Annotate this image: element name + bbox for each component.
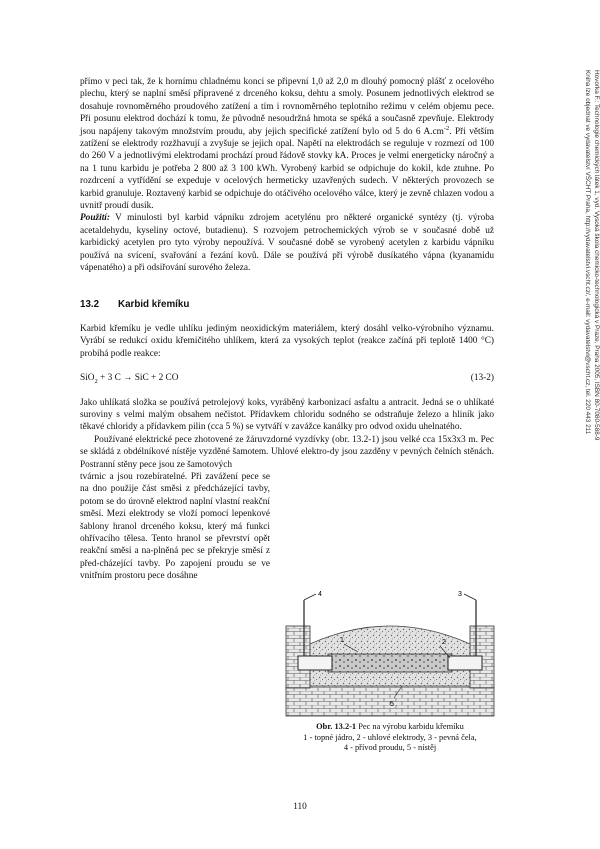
right-electrode (448, 656, 482, 670)
caption-text: Pec na výrobu karbidu křemíku (356, 722, 464, 731)
diagram-label-4: 4 (318, 591, 322, 598)
diagram-label-3: 3 (458, 591, 462, 598)
subscript: 2 (94, 377, 98, 385)
paragraph-furnace-charging: tvárnic a jsou rozebíratelné. Při zavážení pece se na dno použije část směsi z předcházející tavby, potom se do úrovně elektrod naplní vlastní reakční směsí. Mezi elektrody se vloží pomocí lepenkové šablony hranol drceného koksu, který má funkci ohřívacího tělesa. Tento hranol se převrství opět reakční směsí a na-plněná pec se překryje směsí z před-cházející tavby. Po zapojení proudu se ve vnitřním prostoru pece dosáhne (80, 471, 270, 582)
paragraph-text: . Při větším zatížení se elektrody rozžhavují a zvyšuje se jejich opal. Napětí na elektrodách se reguluje v rozmezí od 100 do 260 V a jednotlivými elektrodami prochází proud řádově stovky kA. Proces je velmi energeticky náročný a na 1 tunu karbidu je potřeba 2 800 až 3 100 kWh. Vyrobený karbid se odpichuje do kokil, kde ztuhne. Po rozdrcení a vytřídění se expeduje v ocelových hermeticky uzavřených sudech. V některých provozech se karbid granuluje. Roztavený karbid se odpichuje do otáčivého ocelového válce, který je zevně chlazen vodou a uvnitř proudí dusík. (80, 126, 494, 212)
superscript: -2 (443, 124, 450, 132)
equation-part: + 3 C → SiC + 2 CO (97, 373, 179, 384)
furnace-diagram (282, 586, 498, 718)
body-text (80, 76, 494, 583)
caption-line-1 (282, 722, 498, 733)
left-electrode (298, 656, 332, 670)
figure-caption (282, 722, 498, 754)
section-number: 13.2 (80, 298, 100, 310)
paragraph-furnace-description: Používané elektrické pece zhotovené ze žáruvzdorné vyzdívky (obr. 13.2-1) jsou velké cca 15x3x3 m. Pec se skládá z obdélníkové nístěje vyzděné šamotem. Uhlové elektro-dy jsou zazděny v pevných čelních stěnách. Postranní stěny pece jsou ze šamotových (80, 434, 494, 470)
paragraph-silicon-carbide-intro: Karbid křemíku je vedle uhlíku jediným neoxidickým materiálem, který dosáhl velko-výrobního významu. Vyrábí se redukcí oxidu křemičitého uhlíkem, která za vysokých teplot (reakce začíná při teplotě 1400 °C) probíhá podle reakce: (80, 323, 494, 359)
section-title: Karbid křemíku (118, 298, 190, 310)
usage-lead-label: Použití: (80, 213, 110, 224)
paragraph-furnace-electrodes (80, 76, 494, 212)
caption-line-2: 1 - topné jádro, 2 - uhlové elektrody, 3 - pevná čela, (303, 732, 477, 742)
section-heading (80, 299, 494, 311)
paragraph-text: přímo v peci tak, že k hornímu chladnému konci se připevní 1,0 až 2,0 m dlouhý pomocný plášť z ocelového plechu, který se naplní směsí připravené z drceného koksu, dehtu a smoly. Posunem jednotlivých elektrod se dosahuje rovnoměrného proudového zatížení a tím i rovnoměrného teplotního režimu v celém objemu pece. Při posunu elektrod dochází k tomu, že původně nesoudržná hmota se spéká a současně zpevňuje. Elektrody jsou napájeny takovým množstvím proudu, aby jejich specifické zatížení bylo od 5 do 6 A.cm (80, 77, 494, 137)
equation-formula (80, 372, 178, 384)
page-number: 110 (293, 802, 307, 812)
heating-core (328, 654, 452, 672)
equation-part: SiO (80, 373, 95, 384)
diagram-label-2: 2 (442, 639, 446, 646)
chemical-equation (80, 372, 494, 384)
figure-furnace (282, 586, 498, 754)
side-note-line-1: Hovorka F.: Technologie chemických látek 1, vyd. Vysoká škola chemicko-technologická v Praze, Praha 2005, ISBN 80-7080-588-9 (593, 70, 600, 441)
caption-title: Obr. 13.2-1 (316, 722, 357, 731)
diagram-label-1: 1 (340, 637, 344, 644)
caption-line-3: 4 - přívod proudu, 5 - nístěj (343, 743, 437, 753)
diagram-label-5: 5 (390, 701, 394, 708)
side-note-line-2: Kniha lze objednat ve vydavatelství VŠCHT Praha, http://vydavatelstvi.vscht.cz/, e-mail: vydavatelstvi@vscht.cz, tel. 220 443 211 (584, 70, 592, 435)
paragraph-usage (80, 212, 494, 274)
paragraph-text: V minulosti byl karbid vápníku zdrojem acetylénu pro některé organické syntézy (tj. výroba acetaldehydu, kyseliny octové, butadienu). S rozvojem petrochemických výrob se v současné době už karbidický acetylen pro tyto výroby nepoužívá. V současné době se vyrobený acetylen z karbidu vápníku používá na svícení, svařování a řezání kovů. Dále se používá při výrobě dusíkatého vápna (kyanamidu vápenatého) a při odsiřování surového železa. (80, 213, 494, 274)
copyright-side-note (560, 70, 600, 530)
paragraph-raw-materials: Jako uhlíkatá složka se používá petrolejový koks, vyráběný karbonizací asfaltu a antracit. Jedná se o uhlíkaté suroviny s velmi malým obsahem nečistot. Přídavkem chloridu sodného se odstraňuje železo a hliník jako těkavé chloridy a přídavkem pilin (cca 5 %) se vytváří v zavážce kanálky pro odvod oxidu uhelnatého. (80, 397, 494, 433)
equation-number: (13-2) (470, 373, 494, 384)
